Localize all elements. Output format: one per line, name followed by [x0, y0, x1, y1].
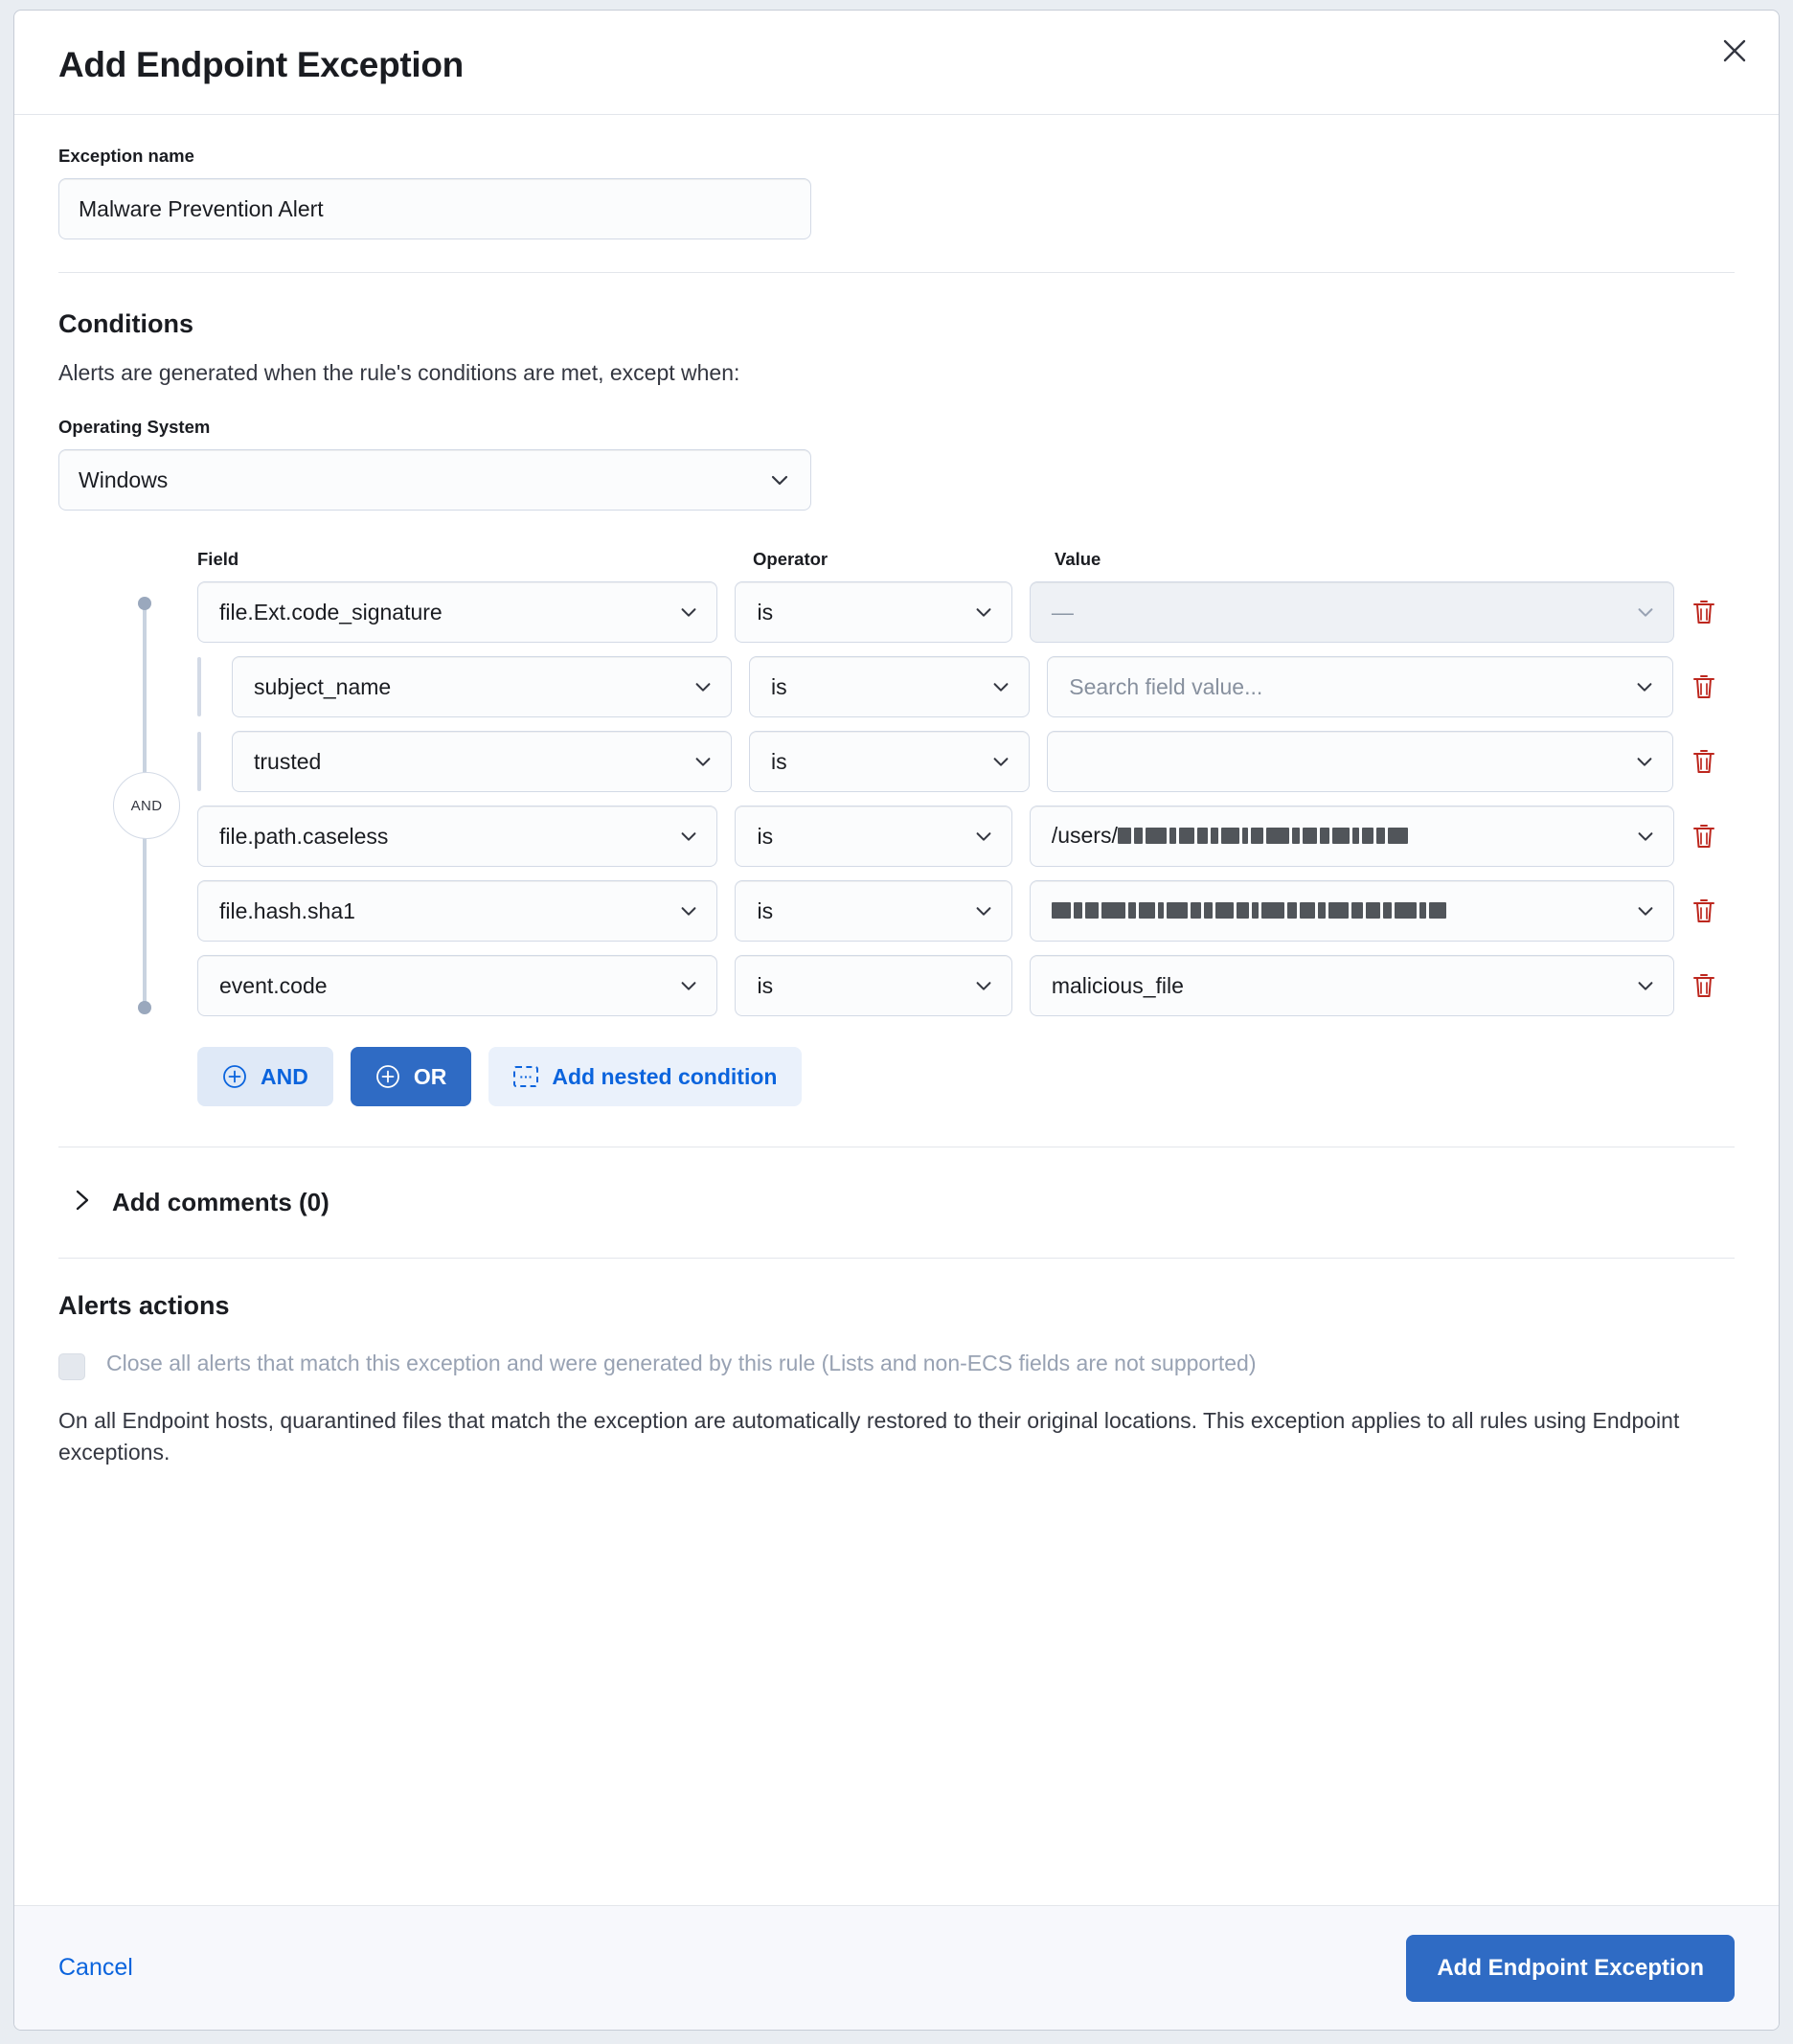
field-value: trusted — [254, 748, 322, 774]
close-icon[interactable] — [1715, 32, 1754, 70]
chevron-down-icon — [973, 900, 994, 921]
value-select[interactable] — [1030, 806, 1674, 867]
chevron-down-icon — [692, 751, 714, 772]
operator-value: is — [757, 599, 774, 625]
redacted-value — [1052, 898, 1449, 924]
operating-system-select[interactable] — [58, 449, 811, 511]
divider-alerts — [58, 1258, 1735, 1259]
trash-icon[interactable] — [1673, 673, 1735, 700]
operator-select[interactable] — [735, 955, 1011, 1016]
add-and-button[interactable] — [197, 1047, 333, 1106]
field-select[interactable] — [197, 955, 717, 1016]
operator-select[interactable] — [735, 581, 1011, 643]
value-select — [1030, 581, 1674, 643]
chevron-down-icon — [678, 826, 699, 847]
add-or-label: OR — [413, 1063, 447, 1089]
chevron-down-icon — [1635, 826, 1656, 847]
rail-dot-top — [138, 597, 151, 610]
chevron-down-icon — [1635, 900, 1656, 921]
trash-icon[interactable] — [1674, 599, 1735, 625]
operator-value: is — [771, 673, 787, 699]
value-select[interactable] — [1030, 880, 1674, 942]
rail-dot-bottom — [138, 1001, 151, 1014]
add-and-label: AND — [261, 1063, 308, 1089]
field-value: file.hash.sha1 — [219, 897, 355, 923]
add-comments-label: Add comments (0) — [112, 1188, 329, 1216]
redacted-value — [1118, 824, 1411, 850]
chevron-down-icon — [1635, 975, 1656, 996]
trash-icon[interactable] — [1674, 972, 1735, 999]
exception-name-input[interactable] — [58, 178, 811, 239]
field-select[interactable] — [197, 806, 717, 867]
condition-builder — [58, 549, 1735, 1106]
add-endpoint-exception-button[interactable]: Add Endpoint Exception — [1406, 1935, 1735, 2002]
condition-actions — [154, 1047, 1735, 1106]
modal-header — [14, 11, 1779, 115]
add-nested-condition-button[interactable] — [488, 1047, 802, 1106]
value-text-wrap — [1052, 823, 1411, 850]
field-value: event.code — [219, 972, 328, 998]
header-operator: Operator — [753, 549, 828, 569]
field-select[interactable] — [232, 731, 732, 792]
operator-select[interactable] — [749, 731, 1030, 792]
exception-name-label: Exception name — [58, 146, 194, 166]
chevron-down-icon — [973, 975, 994, 996]
value-text: — — [1051, 599, 1074, 625]
header-value: Value — [1055, 549, 1101, 569]
plus-circle-icon — [375, 1064, 400, 1089]
nested-condition-icon: ··· — [513, 1066, 538, 1087]
endpoint-restore-note: On all Endpoint hosts, quarantined files that match the exception are automatically restored to their original locations. This exception applies to all rules using Endpoint exceptions. — [58, 1408, 1680, 1465]
operator-value: is — [757, 897, 774, 923]
divider-top — [58, 272, 1735, 273]
operator-select[interactable] — [735, 806, 1011, 867]
chevron-down-icon — [678, 975, 699, 996]
builder-column-headers — [154, 549, 1735, 570]
value-text: malicious_file — [1051, 972, 1184, 998]
modal-body — [14, 115, 1779, 1905]
add-endpoint-exception-modal — [13, 10, 1780, 2031]
add-or-button[interactable] — [351, 1047, 472, 1106]
trash-icon[interactable] — [1674, 897, 1735, 924]
field-select[interactable] — [197, 880, 717, 942]
chevron-right-icon — [72, 1188, 93, 1217]
chevron-down-icon — [678, 602, 699, 623]
chevron-down-icon — [692, 676, 714, 697]
condition-row — [154, 955, 1735, 1016]
chevron-down-icon — [768, 468, 791, 491]
operator-value: is — [757, 972, 774, 998]
add-comments-toggle[interactable] — [72, 1188, 1735, 1217]
field-value: file.path.caseless — [219, 823, 389, 849]
field-value: file.Ext.code_signature — [219, 599, 443, 625]
operator-select[interactable] — [735, 880, 1011, 942]
and-badge: AND — [113, 772, 180, 839]
value-select[interactable] — [1030, 955, 1674, 1016]
and-group-rail — [130, 602, 163, 1009]
trash-icon[interactable] — [1674, 823, 1735, 850]
chevron-down-icon — [973, 602, 994, 623]
modal-footer — [14, 1905, 1779, 2030]
condition-row — [154, 806, 1735, 867]
operator-select[interactable] — [749, 656, 1030, 717]
add-nested-label: Add nested condition — [552, 1063, 778, 1089]
header-field: Field — [197, 549, 239, 569]
close-alerts-label: Close all alerts that match this exception and were generated by this rule (Lists and non-ECS fields are not supported) — [106, 1351, 1257, 1375]
os-selected-value: Windows — [79, 466, 169, 492]
operator-value: is — [757, 823, 774, 849]
close-alerts-checkbox-row[interactable] — [58, 1350, 1735, 1380]
value-select[interactable] — [1047, 656, 1672, 717]
chevron-down-icon — [1635, 602, 1656, 623]
chevron-down-icon — [973, 826, 994, 847]
operator-value: is — [771, 748, 787, 774]
value-text: /users/ — [1051, 822, 1118, 848]
os-label: Operating System — [58, 417, 211, 437]
condition-row — [154, 581, 1735, 643]
value-placeholder: Search field value... — [1069, 673, 1263, 699]
nested-indent-bar — [197, 657, 201, 716]
trash-icon[interactable] — [1673, 748, 1735, 775]
page-title: Add Endpoint Exception — [58, 45, 464, 84]
condition-row-nested — [154, 731, 1735, 792]
field-select[interactable] — [232, 656, 732, 717]
nested-indent-bar — [197, 732, 201, 791]
chevron-down-icon — [990, 676, 1011, 697]
cancel-button[interactable]: Cancel — [58, 1954, 133, 1981]
plus-circle-icon — [222, 1064, 247, 1089]
chevron-down-icon — [678, 900, 699, 921]
alerts-actions-heading: Alerts actions — [58, 1291, 230, 1320]
chevron-down-icon — [1634, 751, 1655, 772]
conditions-description: Alerts are generated when the rule's conditions are met, except when: — [58, 360, 740, 385]
close-alerts-checkbox[interactable] — [58, 1353, 85, 1380]
field-value: subject_name — [254, 673, 392, 699]
chevron-down-icon — [990, 751, 1011, 772]
chevron-down-icon — [1634, 676, 1655, 697]
exception-name-value: Malware Prevention Alert — [79, 195, 324, 221]
condition-row-nested — [154, 656, 1735, 717]
value-select[interactable] — [1047, 731, 1672, 792]
condition-row — [154, 880, 1735, 942]
conditions-heading: Conditions — [58, 309, 193, 338]
field-select[interactable] — [197, 581, 717, 643]
